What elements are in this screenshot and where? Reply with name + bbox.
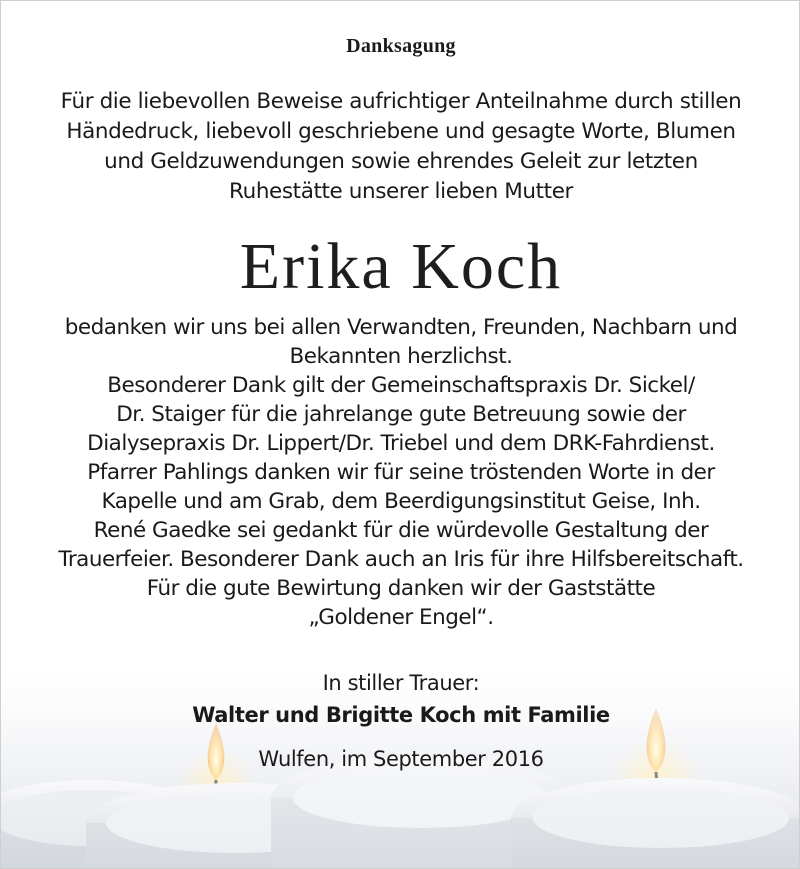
thanks-paragraph [21, 313, 781, 632]
thanks-line: Kapelle und am Grab, dem Beerdigungsinstitut Geise, Inh. [101, 489, 701, 514]
thanks-line: bedanken wir uns bei allen Verwandten, Freunden, Nachbarn und [64, 315, 738, 340]
intro-line: und Geldzuwendungen sowie ehrendes Geleit zur letzten [104, 149, 698, 174]
thanks-line: Dr. Staiger für die jahrelange gute Betreuung sowie der [116, 402, 686, 427]
thanks-line: René Gaedke sei gedankt für die würdevolle Gestaltung der [93, 518, 709, 543]
place-and-date: Wulfen, im September 2016 [258, 747, 544, 771]
thanks-line: Dialysepraxis Dr. Lippert/Dr. Triebel und dem DRK-Fahrdienst. [87, 431, 715, 456]
mourners-names: Walter und Brigitte Koch mit Familie [192, 703, 610, 727]
intro-line: Für die liebevollen Beweise aufrichtiger Anteilnahme durch stillen [60, 89, 742, 114]
intro-paragraph [41, 87, 761, 207]
notice-heading: Danksagung [346, 35, 456, 57]
thanks-line: Pfarrer Pahlings danken wir für seine tröstenden Worte in der [87, 460, 715, 485]
deceased-name: Erika Koch [239, 230, 563, 303]
intro-line: Ruhestätte unserer lieben Mutter [229, 179, 573, 204]
mourning-label: In stiller Trauer: [322, 671, 480, 695]
thanks-line: „Goldener Engel“. [308, 605, 494, 630]
thanks-line: Trauerfeier. Besonderer Dank auch an Iris für ihre Hilfsbereitschaft. [58, 547, 744, 572]
thanks-line: Bekannten herzlichst. [289, 344, 513, 369]
thanks-line: Besonderer Dank gilt der Gemeinschaftspraxis Dr. Sickel/ [107, 373, 695, 398]
intro-line: Händedruck, liebevoll geschriebene und gesagte Worte, Blumen [66, 119, 736, 144]
thanks-line: Für die gute Bewirtung danken wir der Gaststätte [146, 576, 656, 601]
